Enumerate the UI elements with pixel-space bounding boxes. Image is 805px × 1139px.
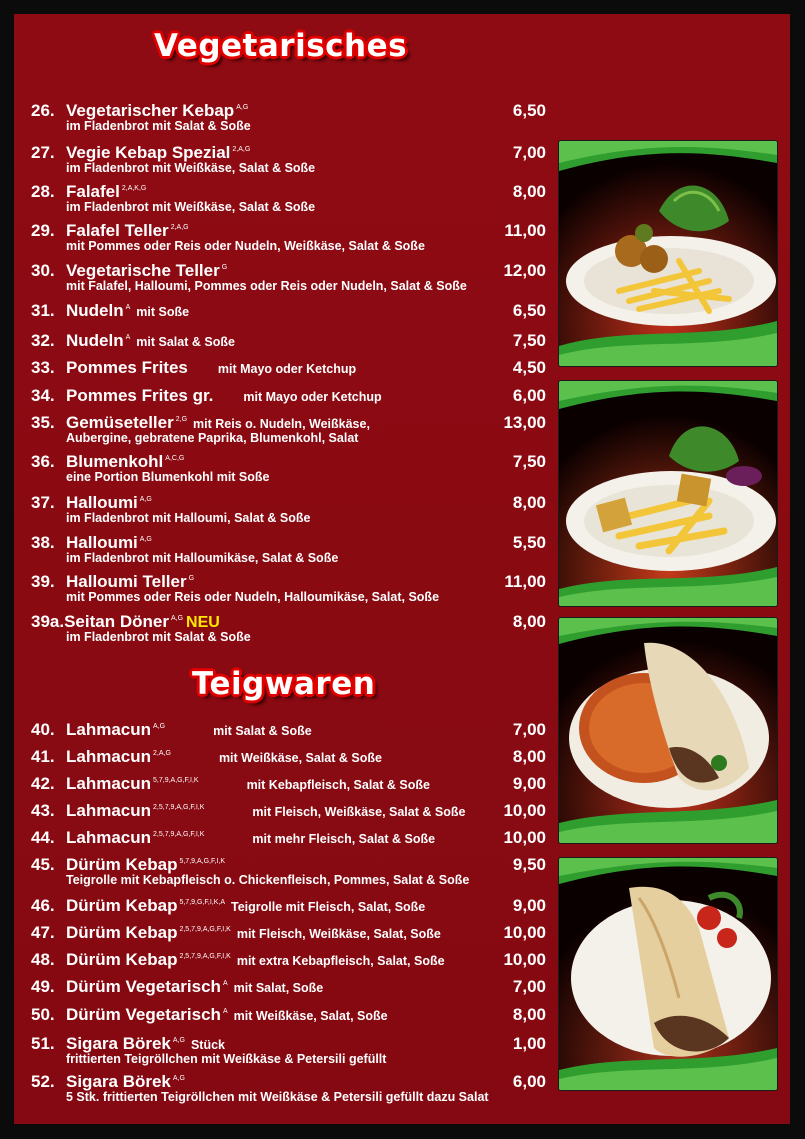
- item-name: Vegie Kebap Spezial: [66, 143, 231, 162]
- item-number: 34.: [31, 386, 55, 405]
- item-name: Halloumi: [66, 493, 138, 512]
- item-price: 7,00: [512, 720, 546, 739]
- menu-item: [31, 357, 546, 379]
- item-description: im Fladenbrot mit Salat & Soße: [66, 119, 251, 133]
- menu-item-line: [31, 412, 546, 434]
- item-price: 11,00: [504, 221, 546, 240]
- item-description: im Fladenbrot mit Weißkäse, Salat & Soße: [66, 200, 316, 214]
- item-number: 37.: [31, 493, 55, 512]
- item-number: 51.: [31, 1034, 55, 1053]
- allergen-codes: 2,5,7,9,A,G,F,I,K: [179, 926, 231, 933]
- menu-item-line: [31, 1004, 546, 1026]
- item-price: 7,50: [512, 331, 546, 350]
- menu-item-line: [31, 746, 546, 768]
- item-number: 46.: [31, 896, 55, 915]
- allergen-codes: A,G: [172, 1037, 185, 1044]
- item-inline-description: Stück: [190, 1038, 225, 1052]
- item-description: im Fladenbrot mit Salat & Soße: [66, 630, 251, 644]
- menu-item-line: [31, 949, 546, 971]
- item-price: 6,50: [512, 101, 546, 120]
- item-number: 40.: [31, 720, 55, 739]
- menu-item: [31, 976, 546, 998]
- menu-item-line: [31, 854, 546, 876]
- item-name: Lahmacun: [66, 747, 152, 766]
- item-number: 38.: [31, 533, 55, 552]
- item-name: Halloumi Teller: [66, 572, 187, 591]
- item-name: Dürüm Kebap: [66, 855, 178, 874]
- menu-item: [31, 571, 546, 604]
- menu-item-line: [31, 1071, 546, 1093]
- item-inline-description: mit Soße: [136, 305, 190, 319]
- allergen-codes: 5,7,9,G,F,I,K,A: [179, 899, 225, 906]
- item-name: Dürüm Kebap: [66, 896, 178, 915]
- allergen-codes: A,G: [236, 104, 249, 111]
- item-number: 47.: [31, 923, 55, 942]
- allergen-codes: G: [188, 575, 195, 582]
- item-price: 11,00: [504, 572, 546, 591]
- menu-page: [14, 14, 790, 1124]
- item-number: 41.: [31, 747, 55, 766]
- lahmacun-photo: [559, 618, 777, 843]
- menu-item-line: [31, 611, 546, 633]
- item-name: Halloumi: [66, 533, 138, 552]
- item-inline-description: mit Weißkäse, Salat & Soße: [218, 751, 382, 765]
- menu-item-line: [31, 181, 546, 203]
- item-name: Nudeln: [66, 301, 124, 320]
- item-name: Lahmacun: [66, 774, 152, 793]
- item-name: Lahmacun: [66, 828, 152, 847]
- item-name: Vegetarische Teller: [66, 261, 220, 280]
- menu-item-line: [31, 895, 546, 917]
- item-number: 45.: [31, 855, 55, 874]
- menu-item: [31, 532, 546, 565]
- section-title-teigwaren: Teigwaren: [192, 666, 376, 702]
- menu-item: [31, 300, 546, 322]
- item-price: 7,00: [512, 143, 546, 162]
- menu-item: [31, 773, 546, 795]
- item-price: 8,00: [512, 493, 546, 512]
- item-price: 8,00: [512, 612, 546, 631]
- menu-item: [31, 827, 546, 849]
- allergen-codes: 2,A,G: [170, 224, 189, 231]
- halloumi-plate-photo: [559, 381, 777, 606]
- item-number: 50.: [31, 1005, 55, 1024]
- item-name: Gemüseteller: [66, 413, 174, 432]
- item-number: 39a.: [31, 612, 65, 631]
- new-badge: NEU: [186, 614, 220, 631]
- allergen-codes: G: [221, 264, 228, 271]
- item-number: 32.: [31, 331, 55, 350]
- item-price: 10,00: [503, 950, 546, 969]
- item-name: Dürüm Kebap: [66, 950, 178, 969]
- item-name: Blumenkohl: [66, 452, 164, 471]
- item-price: 6,00: [512, 1072, 546, 1091]
- item-price: 8,00: [512, 747, 546, 766]
- item-inline-description: mit extra Kebapfleisch, Salat, Soße: [236, 954, 445, 968]
- item-price: 9,00: [512, 774, 546, 793]
- allergen-codes: A,G: [153, 723, 166, 730]
- item-description: im Fladenbrot mit Halloumikäse, Salat & Soße: [66, 551, 339, 565]
- item-price: 1,00: [512, 1034, 546, 1053]
- menu-item-line: [31, 357, 546, 379]
- menu-item-line: [31, 976, 546, 998]
- menu-item: [31, 854, 546, 887]
- item-price: 10,00: [503, 801, 546, 820]
- menu-item: [31, 719, 546, 741]
- allergen-codes: 2,A,K,G: [121, 185, 147, 192]
- item-description: Aubergine, gebratene Paprika, Blumenkohl, Salat: [66, 431, 359, 445]
- menu-item-line: [31, 827, 546, 849]
- menu-item: [31, 260, 546, 293]
- item-description: im Fladenbrot mit Halloumi, Salat & Soße: [66, 511, 311, 525]
- menu-item-line: [31, 1033, 546, 1055]
- item-number: 44.: [31, 828, 55, 847]
- menu-item: [31, 412, 546, 445]
- allergen-codes: 2,5,7,9,A,G,F,I,K: [179, 953, 231, 960]
- item-price: 7,00: [512, 977, 546, 996]
- item-number: 52.: [31, 1072, 55, 1091]
- item-price: 9,50: [512, 855, 546, 874]
- item-name: Dürüm Vegetarisch: [66, 1005, 221, 1024]
- item-inline-description: mit Salat & Soße: [213, 724, 312, 738]
- item-description: Teigrolle mit Kebapfleisch o. Chickenfleisch, Pommes, Salat & Soße: [66, 873, 470, 887]
- item-name: Falafel Teller: [66, 221, 169, 240]
- menu-item: [31, 746, 546, 768]
- menu-item-line: [31, 571, 546, 593]
- allergen-codes: 2,A,G: [153, 750, 171, 757]
- item-description: im Fladenbrot mit Weißkäse, Salat & Soße: [66, 161, 316, 175]
- item-name: Sigara Börek: [66, 1072, 171, 1091]
- menu-item: [31, 181, 546, 214]
- section-title-vegetarisches: Vegetarisches: [154, 28, 408, 64]
- item-description: mit Pommes oder Reis oder Nudeln, Halloumikäse, Salat, Soße: [66, 590, 440, 604]
- allergen-codes: A: [125, 304, 131, 311]
- falafel-plate-photo: [559, 141, 777, 366]
- menu-item-line: [31, 922, 546, 944]
- allergen-codes: A: [222, 980, 228, 987]
- item-number: 48.: [31, 950, 55, 969]
- item-name: Seitan Döner: [64, 612, 169, 631]
- item-number: 42.: [31, 774, 55, 793]
- item-number: 43.: [31, 801, 55, 820]
- item-inline-description: mit Mayo oder Ketchup: [217, 362, 357, 376]
- item-name: Sigara Börek: [66, 1034, 171, 1053]
- item-number: 26.: [31, 101, 55, 120]
- item-number: 29.: [31, 221, 55, 240]
- item-description: 5 Stk. frittierten Teigröllchen mit Weißkäse & Petersili gefüllt dazu Salat: [66, 1090, 489, 1104]
- item-price: 9,00: [512, 896, 546, 915]
- item-name: Lahmacun: [66, 720, 152, 739]
- item-price: 10,00: [503, 923, 546, 942]
- menu-item: [31, 922, 546, 944]
- menu-item: [31, 895, 546, 917]
- allergen-codes: A,G: [139, 496, 152, 503]
- menu-item: [31, 142, 546, 175]
- item-price: 8,00: [512, 182, 546, 201]
- menu-item-line: [31, 773, 546, 795]
- allergen-codes: A,C,G: [165, 455, 185, 462]
- item-number: 39.: [31, 572, 55, 591]
- allergen-codes: A,G: [139, 536, 152, 543]
- menu-item-line: [31, 492, 546, 514]
- item-inline-description: mit Fleisch, Weißkäse, Salat & Soße: [252, 805, 466, 819]
- item-inline-description: mit Fleisch, Weißkäse, Salat, Soße: [236, 927, 441, 941]
- item-number: 35.: [31, 413, 55, 432]
- menu-item: [31, 492, 546, 525]
- menu-item-line: [31, 800, 546, 822]
- item-price: 6,00: [512, 386, 546, 405]
- menu-item: [31, 949, 546, 971]
- item-description: eine Portion Blumenkohl mit Soße: [66, 470, 270, 484]
- item-price: 12,00: [503, 261, 546, 280]
- menu-item: [31, 800, 546, 822]
- item-number: 27.: [31, 143, 55, 162]
- item-name: Vegetarischer Kebap: [66, 101, 235, 120]
- item-name: Nudeln: [66, 331, 124, 350]
- item-price: 10,00: [503, 828, 546, 847]
- menu-item-line: [31, 260, 546, 282]
- item-description: mit Pommes oder Reis oder Nudeln, Weißkäse, Salat & Soße: [66, 239, 425, 253]
- menu-item-line: [31, 300, 546, 322]
- item-name: Dürüm Vegetarisch: [66, 977, 221, 996]
- menu-item-line: [31, 330, 546, 352]
- item-name: Lahmacun: [66, 801, 152, 820]
- menu-item: [31, 100, 546, 133]
- allergen-codes: A: [222, 1008, 228, 1015]
- item-inline-description: mit Weißkäse, Salat, Soße: [233, 1009, 388, 1023]
- allergen-codes: 5,7,9,A,G,F,I,K: [153, 777, 199, 784]
- menu-item-line: [31, 385, 546, 407]
- item-price: 7,50: [512, 452, 546, 471]
- item-inline-description: mit Reis o. Nudeln, Weißkäse,: [193, 417, 370, 431]
- item-number: 36.: [31, 452, 55, 471]
- item-price: 6,50: [512, 301, 546, 320]
- menu-item-line: [31, 100, 546, 122]
- menu-item: [31, 451, 546, 484]
- item-inline-description: mit Mayo oder Ketchup: [243, 390, 382, 404]
- item-description: frittierten Teigröllchen mit Weißkäse & Petersili gefüllt: [66, 1052, 387, 1066]
- durum-photo: [559, 858, 777, 1090]
- item-inline-description: mit mehr Fleisch, Salat & Soße: [252, 832, 436, 846]
- item-number: 28.: [31, 182, 55, 201]
- item-name: Pommes Frites: [66, 358, 188, 377]
- allergen-codes: A,G: [172, 1075, 185, 1082]
- menu-item: [31, 611, 546, 644]
- item-name: Dürüm Kebap: [66, 923, 178, 942]
- allergen-codes: 2,5,7,9,A,G,F,I,K: [153, 804, 205, 811]
- menu-item-line: [31, 451, 546, 473]
- menu-item-line: [31, 220, 546, 242]
- item-number: 31.: [31, 301, 55, 320]
- item-name: Pommes Frites gr.: [66, 386, 214, 405]
- item-price: 4,50: [512, 358, 546, 377]
- item-number: 33.: [31, 358, 55, 377]
- item-inline-description: mit Salat & Soße: [136, 335, 235, 349]
- menu-item: [31, 1004, 546, 1026]
- allergen-codes: A,G: [170, 615, 184, 622]
- menu-item: [31, 1071, 546, 1104]
- menu-item-line: [31, 719, 546, 741]
- allergen-codes: 5,7,9,A,G,F,I,K: [179, 858, 225, 865]
- menu-item-line: [31, 532, 546, 554]
- item-description: mit Falafel, Halloumi, Pommes oder Reis oder Nudeln, Salat & Soße: [66, 279, 467, 293]
- menu-item: [31, 1033, 546, 1066]
- item-price: 8,00: [512, 1005, 546, 1024]
- allergen-codes: A: [125, 334, 131, 341]
- item-inline-description: mit Salat, Soße: [233, 981, 324, 995]
- menu-item: [31, 220, 546, 253]
- item-name: Falafel: [66, 182, 120, 201]
- item-price: 5,50: [512, 533, 546, 552]
- allergen-codes: 2,G: [175, 416, 188, 423]
- item-number: 30.: [31, 261, 55, 280]
- menu-item: [31, 385, 546, 407]
- item-price: 13,00: [503, 413, 546, 432]
- menu-item-line: [31, 142, 546, 164]
- item-inline-description: mit Kebapfleisch, Salat & Soße: [246, 778, 430, 792]
- item-inline-description: Teigrolle mit Fleisch, Salat, Soße: [231, 900, 426, 914]
- allergen-codes: 2,A,G: [232, 146, 251, 153]
- allergen-codes: 2,5,7,9,A,G,F,I,K: [153, 831, 205, 838]
- item-number: 49.: [31, 977, 55, 996]
- menu-item: [31, 330, 546, 352]
